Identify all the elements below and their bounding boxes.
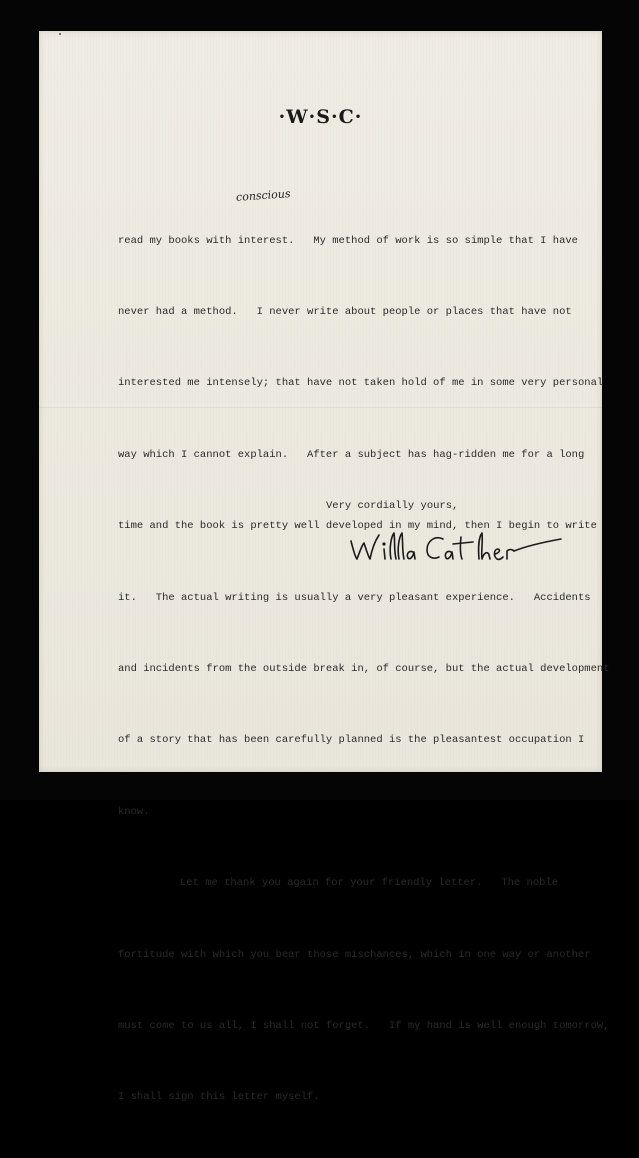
handwritten-insertion: conscious	[235, 187, 291, 204]
body-line: know.	[118, 805, 150, 818]
body-line: Let me thank you again for your friendly letter. The noble	[180, 877, 559, 890]
body-line: fortitude with which you bear those mischances, which in one way or another	[118, 948, 591, 961]
body-line: it. The actual writing is usually a very pleasant experience. Accidents	[118, 591, 591, 604]
body-line: of a story that has been carefully planned is the pleasantest occupation I	[118, 734, 585, 747]
body-line: I shall sign this letter myself.	[118, 1091, 320, 1104]
handwritten-signature	[339, 519, 569, 574]
paper-mark	[59, 33, 61, 35]
letter-closing: Very cordially yours,	[326, 500, 459, 512]
body-line: way which I cannot explain. After a subject has hag-ridden me for a long	[118, 448, 585, 461]
body-line: must come to us all, I shall not forget. If my hand is well enough tomorrow,	[118, 1019, 610, 1032]
letter-page	[39, 31, 610, 1104]
body-line: time and the book is pretty well developed in my mind, then I begin to write	[118, 520, 597, 533]
letterhead-monogram: ·W·S·C·	[278, 106, 363, 128]
letter-body	[118, 182, 610, 1158]
body-line: read my books with interest. My method of work is so simple that I have	[118, 234, 578, 247]
body-line: and incidents from the outside break in, of course, but the actual development	[118, 662, 610, 675]
body-line: never had a method. I never write about people or places that have not	[118, 305, 572, 318]
paper-crease	[39, 407, 602, 408]
signature-drawing	[339, 519, 569, 569]
body-line: interested me intensely; that have not taken hold of me in some very personal	[118, 377, 604, 390]
